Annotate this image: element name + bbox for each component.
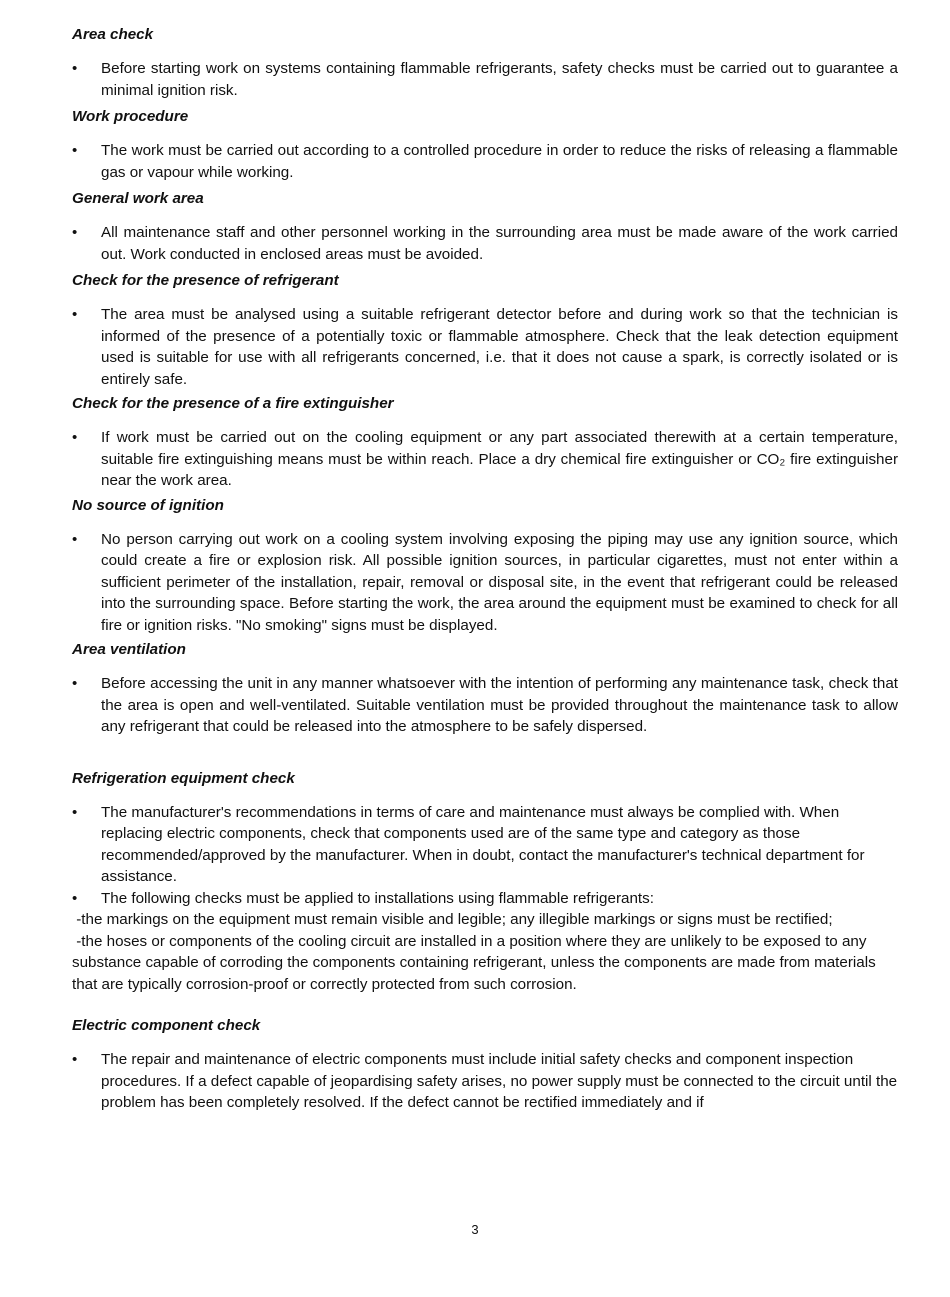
paragraph: The repair and maintenance of electric components must include initial safety checks and component inspection procedures. If a defect capable of jeopardising safety arises, no power supply must be connected to the circuit until the problem has been completely resolved. If the defect cannot be rectified immediately and if — [101, 1051, 898, 1111]
section-heading: Area check — [72, 26, 154, 43]
section-heading: Refrigeration equipment check — [72, 769, 295, 787]
bullet-glyph: • — [72, 675, 78, 692]
section-heading: Electric component check — [72, 1017, 261, 1034]
paragraph: The manufacturer's recommendations in terms of care and maintenance must always be complied with. When replacing electric components, check that components used are of the same type and category as those recommended/approved by the manufacturer. When in doubt, contact the manufacturer's technical department for assistance. — [101, 803, 865, 885]
list-item — [72, 802, 898, 888]
paragraph: The following checks must be applied to installations using flammable refrigerants: — [101, 889, 654, 907]
bullet-glyph: • — [72, 530, 78, 548]
list-item — [72, 304, 898, 390]
list-item — [72, 427, 898, 492]
list-item — [72, 222, 898, 265]
bullet-glyph: • — [72, 1051, 78, 1068]
section-heading: Check for the presence of a fire extinguisher — [72, 395, 394, 412]
list-item — [72, 140, 898, 183]
section-heading: No source of ignition — [72, 496, 224, 514]
section-heading: Work procedure — [72, 108, 189, 125]
bullet-glyph: • — [72, 306, 78, 323]
section-heading: Area ventilation — [72, 641, 186, 658]
list-item — [72, 673, 898, 738]
list-item — [72, 888, 898, 910]
section-heading: Check for the presence of refrigerant — [72, 272, 339, 289]
list-item — [72, 58, 898, 101]
paragraph: If work must be carried out on the cooling equipment or any part associated therewith at a certain temperature, suitable fire extinguishing means must be within reach. Place a dry chemical fire extinguisher or CO₂ fire extinguisher near the work area. — [101, 429, 898, 489]
paragraph: Before accessing the unit in any manner whatsoever with the intention of performing any maintenance task, check that the area is open and well-ventilated. Suitable ventilation must be provided throughout the maintenance task to allow any refrigerant that could be released into the atmosphere to be safely dispersed. — [101, 675, 898, 735]
list-item — [72, 529, 898, 637]
bullet-glyph: • — [72, 803, 78, 821]
list-item — [72, 1049, 898, 1114]
bullet-glyph: • — [72, 142, 78, 159]
section-heading: General work area — [72, 190, 204, 207]
bullet-glyph: • — [72, 889, 78, 907]
bullet-glyph: • — [72, 60, 78, 77]
paragraph: No person carrying out work on a cooling system involving exposing the piping may use any ignition source, which could create a fire or explosion risk. All possible ignition sources, in particular cigarettes, must not enter within a sufficient perimeter of the installation, repair, removal or disposal site, in the event that refrigerant could be released into the surrounding space. Before starting the work, the area around the equipment must be examined to check for all fire or ignition risks. "No smoking" signs must be displayed. — [101, 530, 898, 634]
paragraph: The area must be analysed using a suitable refrigerant detector before and during work so that the technician is informed of the presence of a potentially toxic or flammable atmosphere. Check that the leak detection equipment used is suitable for use with all refrigerants concerned, i.e. that it does not cause a spark, is correctly isolated or is entirely safe. — [101, 306, 898, 388]
bullet-glyph: • — [72, 224, 78, 241]
check-line: -the markings on the equipment must remain visible and legible; any illegible markings or signs must be rectified; — [72, 911, 833, 928]
paragraph: Before starting work on systems containing flammable refrigerants, safety checks must be carried out to guarantee a minimal ignition risk. — [101, 60, 898, 99]
check-line: -the hoses or components of the cooling circuit are installed in a position where they are unlikely to be exposed to any substance capable of corroding the components containing refrigerant, unless the components are made from materials that are typically corrosion-proof or correctly protected from such corrosion. — [72, 932, 880, 993]
document-page — [72, 24, 898, 1114]
bullet-glyph: • — [72, 429, 78, 446]
paragraph: All maintenance staff and other personnel working in the surrounding area must be made aware of the work carried out. Work conducted in enclosed areas must be avoided. — [101, 224, 898, 263]
paragraph: The work must be carried out according to a controlled procedure in order to reduce the risks of releasing a flammable gas or vapour while working. — [101, 142, 898, 181]
page-number: 3 — [471, 1222, 479, 1237]
